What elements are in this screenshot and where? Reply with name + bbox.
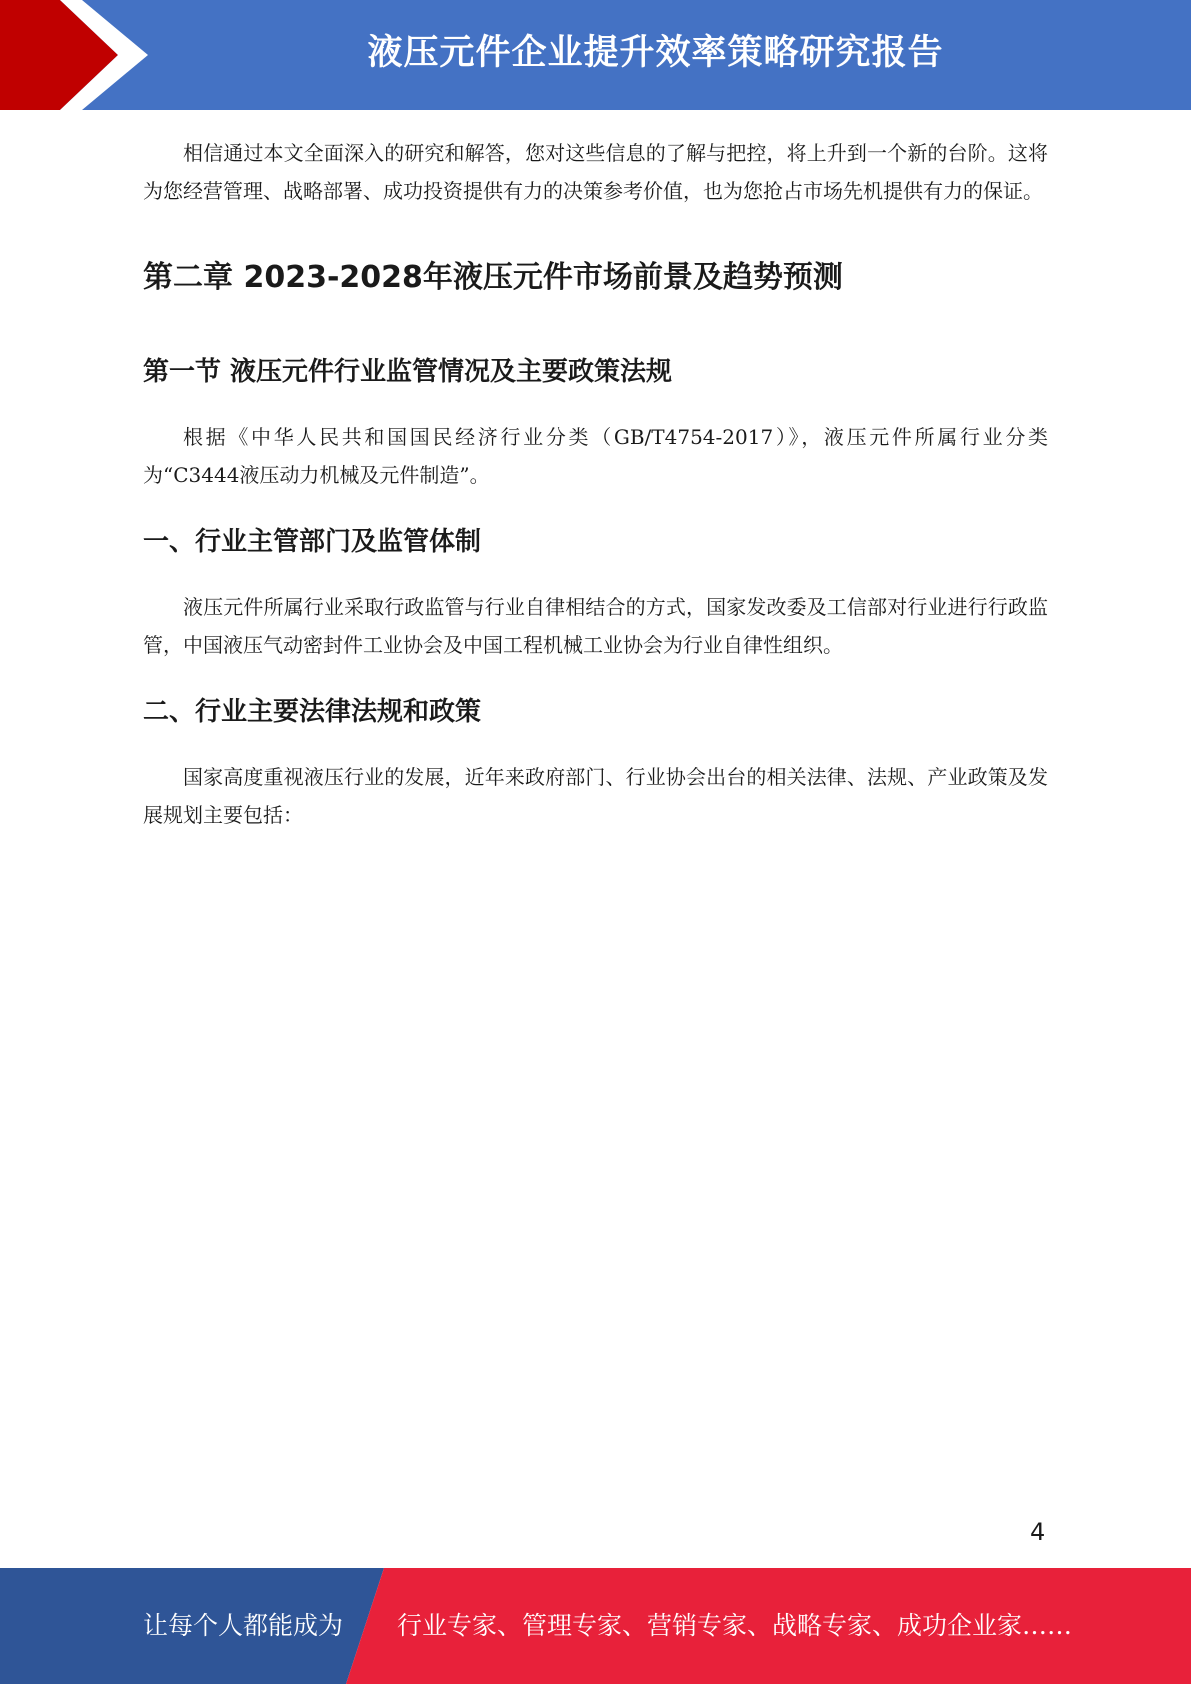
intro-paragraph: 相信通过本文全面深入的研究和解答，您对这些信息的了解与把控，将上升到一个新的台阶。这将为您经营管理、战略部署、成功投资提供有力的决策参考价值，也为您抢占市场先机提供有力的保证。 bbox=[143, 141, 1048, 203]
document-body bbox=[143, 134, 1048, 834]
page-number: 4 bbox=[1030, 1518, 1046, 1546]
chapter-title: 第二章 2023-2028年液压元件市场前景及趋势预测 bbox=[143, 260, 843, 295]
footer-slogan-left: 让每个人都能成为 bbox=[143, 1611, 344, 1640]
report-title: 液压元件企业提升效率策略研究报告 bbox=[367, 33, 944, 73]
subsection-2-paragraph: 国家高度重视液压行业的发展，近年来政府部门、行业协会出台的相关法律、法规、产业政策及发展规划主要包括： bbox=[143, 765, 1048, 827]
subsection-1-paragraph: 液压元件所属行业采取行政监管与行业自律相结合的方式，国家发改委及工信部对行业进行行政监管，中国液压气动密封件工业协会及中国工程机械工业协会为行业自律性组织。 bbox=[143, 595, 1048, 657]
page-header bbox=[0, 0, 1191, 110]
footer-slogan-right: 行业专家、管理专家、营销专家、战略专家、成功企业家…… bbox=[397, 1611, 1073, 1640]
section-paragraph: 根据《中华人民共和国国民经济行业分类（GB/T4754-2017）》，液压元件所属行业分类为“C3444液压动力机械及元件制造”。 bbox=[143, 425, 1048, 487]
section-title: 第一节 液压元件行业监管情况及主要政策法规 bbox=[143, 357, 673, 387]
page-footer bbox=[0, 1568, 1191, 1684]
subsection-1-title: 一、行业主管部门及监管体制 bbox=[143, 527, 482, 557]
subsection-2-title: 二、行业主要法律法规和政策 bbox=[143, 697, 482, 727]
